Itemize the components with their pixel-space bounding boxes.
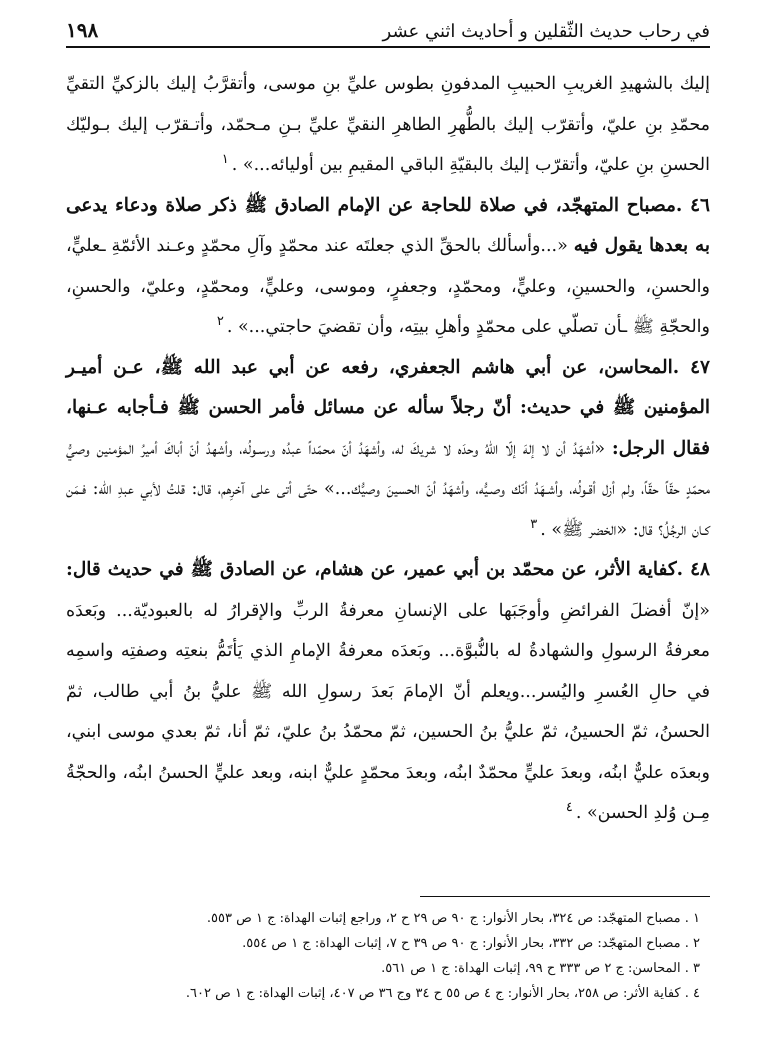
- footnote: ٢ . مصباح المتهجّد: ص ٣٣٢، بحار الأنوار: ج ٩٠ ص ٣٩ ح ٧، إثبات الهداة: ج ١ ص ٥٥٤.: [242, 936, 700, 951]
- page-number: ١٩٨: [66, 18, 99, 42]
- entry-text: «أشهَدُ أن لا إلهَ إلّا اللهُ وحدَه لا شريكَ له، وأشهَدُ أنّ محمّداً عبدُه ورسـولُه، وأشهدُ أنّ أباكَ أميرُ المؤمنين وصيُّ محمّدٍ حقّاً حقّاً، ولم أزل أقـولُه، وأشـهَدُ أنّك وصـيُّه، وأشهَدُ أنّ الحسينَ وصيُّك...» حتّى أتى على آخرِهم، قال: قلتُ لأبي عبدِ الله: فـمَن كـان الرجُلُ؟ قال: «الخضر ﷺ» .: [66, 438, 710, 540]
- entry-text: «...وأسألك بالحقِّ الذي جعلتَه عند محمّدٍ وآلِ محمّدٍ وعـند الأئمّةِ ـعليٍّ، والحسنِ، والحسينِ، وعليٍّ، ومحمّدٍ، وجعفرٍ، وموسى، وعليٍّ، ومحمّدٍ، وعليّ، والحسنِ، والحجّةِ ﷺ ـأن تصلّي على محمّدٍ وأهلِ بيتِه، وأن تقضيَ حاجتي...» .: [66, 236, 710, 337]
- page-header: [66, 14, 710, 48]
- footnote: ٤ . كفاية الأثر: ص ٢٥٨، بحار الأنوار: ج ٤ ص ٥٥ ح ٣٤ وج ٣٦ ص ٤٠٧، إثبات الهداة: ج ١ ص ٦٠٢.: [185, 986, 700, 1001]
- paragraph-continuation: [66, 64, 710, 186]
- footnote-ref: ٣: [530, 516, 538, 532]
- hadith-entry-48: [66, 550, 710, 834]
- running-title: في رحاب حديث الثّقلين و أحاديث اثني عشر: [382, 21, 710, 42]
- footnotes: [66, 906, 700, 1006]
- footnote-divider: [420, 896, 710, 897]
- main-text: [66, 64, 710, 834]
- hadith-entry-47: [66, 348, 710, 551]
- hadith-entry-46: [66, 186, 710, 348]
- footnote-ref: ١: [221, 152, 229, 168]
- entry-heading: ٤٧ .المحاسن، عن أبي هاشم الجعفري، رفعه عن أبي عبد الله ﷺ، عـن أميـر المؤمنين ﷺ في حديث: أنّ رجلاً سأله عن مسائل فأمر الحسن ﷺ فـأجابه عـنها، فقال الرجل:: [66, 356, 711, 459]
- entry-text: «إنّ أفضلَ الفرائضِ وأوجَبَها على الإنسانِ معرفةُ الربِّ والإقرارُ له بالعبوديّة... وبَعدَه معرفةُ الرسولِ والشهادةُ له بالنُّبوَّة... وبَعدَه معرفةُ الإمامِ الذي يَأتَمُّ بنعتِه وصفتِه واسمِه في حالِ العُسرِ واليُسر...ويعلم أنّ الإمامَ بَعدَ رسولِ الله ﷺ عليُّ بنُ أبي طالب، ثمّ الحسنُ، ثمّ الحسينُ، ثمّ عليُّ بنُ الحسين، ثمّ محمّدُ بنُ عليّ، ثمّ أنا، ثمّ بعدي موسى ابني، وبعدَه عليٌّ ابنُه، وبعدَ عليٍّ محمّدٌ ابنُه، وبعدَ محمّدٍ عليٌّ ابنه، وبعد عليٍّ الحسنُ ابنُه، والحجّةُ مِـن وُلدِ الحسن» .: [66, 600, 710, 823]
- footnote-ref: ٢: [216, 314, 224, 330]
- footnote: ١ . مصباح المتهجّد: ص ٣٢٤، بحار الأنوار: ج ٩٠ ص ٢٩ ح ٢، وراجع إثبات الهداة: ج ١ ص ٥٥٣.: [206, 911, 700, 926]
- footnote-ref: ٤: [565, 800, 573, 816]
- entry-heading: ٤٦ .مصباح المتهجّد، في صلاة للحاجة عن الإمام الصادق ﷺ ذكر صلاة ودعاء يدعى به بعدها يقول فيه: [66, 194, 711, 256]
- footnote: ٣ . المحاسن: ج ٢ ص ٣٣٣ ح ٩٩، إثبات الهداة: ج ١ ص ٥٦١.: [381, 961, 700, 976]
- paragraph-text: إليك بالشهيدِ الغريبِ الحبيبِ المدفونِ بطوس عليِّ بنِ موسى، وأتقرَّبُ إليك بالزكيِّ التقيِّ محمّدِ بنِ عليّ، وأتقرّب إليك بالطُّهرِ الطاهرِ النقيِّ عليِّ بـنِ مـحمّد، وأتـقرّب إليك بـوليّك الحسنِ بنِ عليّ، وأتقرّب إليك بالبقيّةِ الباقي المقيمِ بين أوليائه...» .: [66, 74, 710, 175]
- entry-heading: ٤٨ .كفاية الأثر، عن محمّد بن أبي عمير، عن هشام، عن الصادق ﷺ في حديث قال:: [66, 559, 710, 580]
